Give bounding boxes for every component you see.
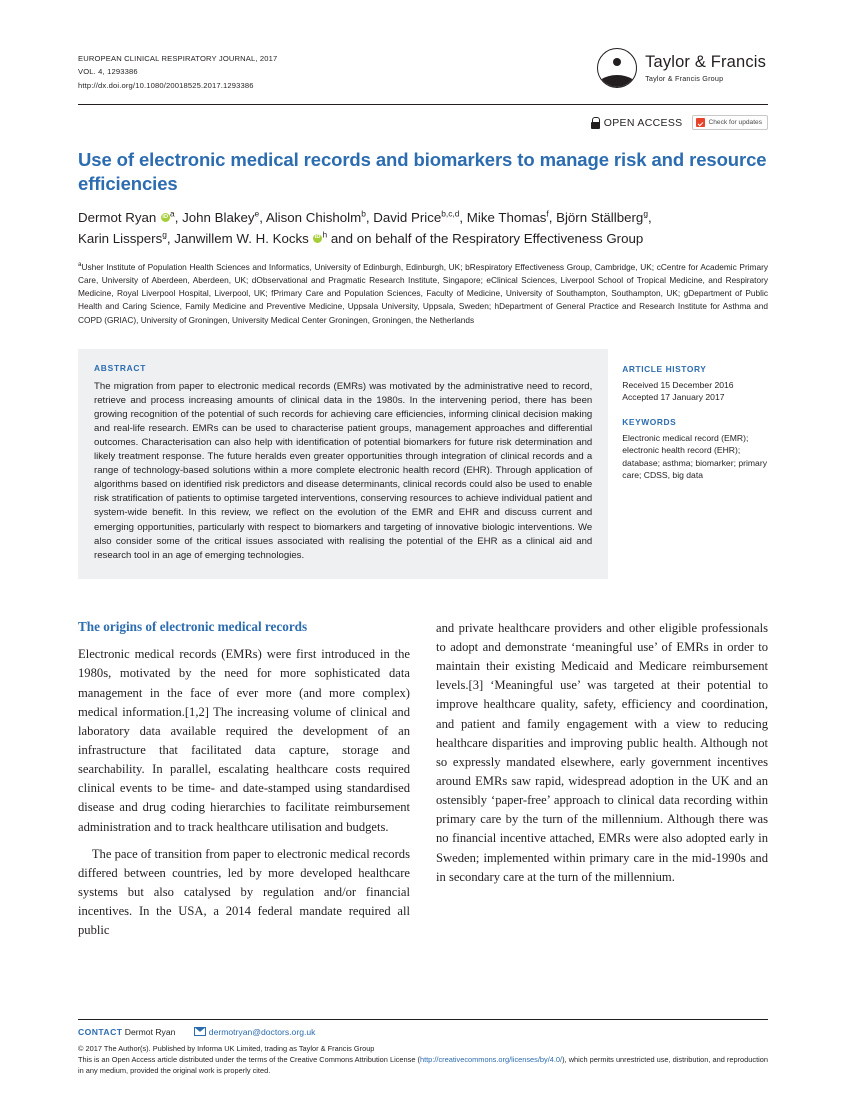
keywords-block: [622, 416, 768, 482]
license-block: [78, 1043, 768, 1076]
crossmark-button[interactable]: [692, 115, 768, 130]
section-heading: The origins of electronic medical records: [78, 618, 308, 634]
footer-divider: [78, 1019, 768, 1020]
author-affil-marker: g: [162, 229, 167, 240]
abstract-section: [78, 349, 768, 579]
crossmark-check-icon: [696, 118, 705, 127]
publisher-group: Taylor & Francis Group: [645, 73, 724, 83]
orcid-icon[interactable]: [161, 213, 170, 222]
author-affil-marker: a: [170, 208, 175, 219]
envelope-icon: [194, 1027, 206, 1036]
taylor-francis-mark-icon: [597, 48, 637, 88]
license-pre: This is an Open Access article distributed under the terms of the Creative Commons Attribution License (: [78, 1054, 420, 1064]
page-title: Use of electronic medical records and biomarkers to manage risk and resource efficiencies: [78, 148, 767, 194]
affiliations: [78, 261, 768, 326]
open-lock-icon: [591, 117, 600, 129]
author-affil-marker: g: [643, 208, 648, 219]
author-alison-chisholm: , Alison Chisholm: [259, 209, 362, 225]
article-history-label: ARTICLE HISTORY: [622, 363, 707, 374]
keywords-label: KEYWORDS: [622, 416, 677, 427]
author-david-price: , David Price: [365, 209, 442, 225]
affiliations-text: Usher Institute of Population Health Sciences and Informatics, University of Edinburgh, Edinburgh, UK; bRespiratory Effectiveness Group, Cambridge, UK; cCentre for Academic Primary Care, University of Aberdeen, Aberdeen, UK; dObservational and Pragmatic Research Institute, Singapore; eClinical Sciences, Liverpool School of Tropical Medicine, and Respiratory Medicine, Royal Liverpool Hospital, Liverpool, UK; fPrimary Care and Population Sciences, Faculty of Medicine, University of Southampton, Southampton, UK; gDepartment of Public Health and Caring Science, Family Medicine and Preventive Medicine, Uppsala University, Uppsala, Sweden; hDepartment of General Practice and Research Institute for Asthma and COPD (GRIAC), University of Groningen, University Medical Center Groningen, Groningen, the Netherlands: [78, 262, 768, 325]
accepted-date: Accepted 17 January 2017: [622, 392, 725, 403]
keywords-text: Electronic medical record (EMR); electronic health record (EHR); database; asthma; biomarker; primary care; CDSS, big data: [622, 432, 767, 481]
crossmark-label: Check for updates: [708, 119, 762, 127]
publisher-logo: [597, 48, 768, 88]
author-john-blakey: , John Blakey: [174, 209, 255, 225]
publisher-name: Taylor & Francis: [645, 53, 766, 72]
author-dermot-ryan: Dermot Ryan: [78, 209, 161, 225]
body-columns: [78, 619, 768, 941]
author-group: and on behalf of the Respiratory Effectiveness Group: [327, 230, 644, 246]
author-affil-marker: b,c,d: [441, 208, 460, 219]
contact-line: [78, 1027, 768, 1037]
article-doi-link[interactable]: http://dx.doi.org/10.1080/20018525.2017.1293386: [78, 80, 254, 90]
author-bjorn-stallberg: , Björn Ställberg: [548, 209, 644, 225]
body-column-left: [78, 619, 410, 941]
page-header: [78, 48, 768, 104]
article-history-block: [622, 363, 768, 404]
journal-name-year: EUROPEAN CLINICAL RESPIRATORY JOURNAL, 2017: [78, 54, 278, 63]
page-footer: [78, 1019, 768, 1076]
body-column-right: [436, 619, 768, 941]
received-date: Received 15 December 2016: [622, 379, 734, 390]
author-separator: ,: [647, 209, 652, 225]
paragraph: Electronic medical records (EMRs) were first introduced in the 1980s, motivated by the need for more sophisticated data management in the face of ever more (and more complex) medical information.[1,2] The increasing volume of clinical and laboratory data available required the development of an infrastructure that facilitated data capture, storage and searchability. In parallel, escalating healthcare costs required clinical events to be time- and date-stamped using standardised disease and drug coding hierarchies to facilitate reimbursement administration and to track healthcare utilisation and budgets.: [78, 647, 410, 834]
paragraph: and private healthcare providers and other eligible professionals to adopt and demonstrate ‘meaningful use’ of EMRs in order to maintain their existing Medicaid and Medicare reimbursement levels.[3] ‘Meaningful use’ was targeted at their potential to improve healthcare quality, safety, efficiency and coordination, and patient and family engagement with a view to reducing healthcare disparities and improving public health. Although not so expressly mandated elsewhere, early government incentives around EMRs saw rapid, widespread adoption in the UK and an ostensibly ‘paper-free’ approach to clinical data recording within primary care by the turn of the millennium. Although there was no financial incentive attached, EMRs were also adopted early in Sweden; implemented within primary care in the mid-1990s and in secondary care at the turn of the millennium.: [436, 620, 768, 884]
author-affil-marker: h: [322, 229, 328, 240]
open-access-badge: [591, 117, 683, 129]
license-url-link[interactable]: http://creativecommons.org/licenses/by/4.0/: [419, 1054, 563, 1064]
article-sidebar: [622, 349, 768, 579]
journal-metadata: [78, 48, 277, 92]
author-mike-thomas: , Mike Thomas: [459, 209, 547, 225]
abstract-text: The migration from paper to electronic medical records (EMRs) was motivated by the administrative need to record, retrieve and process increasing amounts of clinical data in the 1980s. In the intervening period, there has been growing recognition of the potential of such records for achieving care efficiencies, informing clinical decision making and real-life research. EMRs can be used to characterise patient groups, management approaches and differential outcomes. Characterisation can also help with identification of potential biomarkers for future risk determination and likely treatment response. The future heralds even greater opportunities through integration of clinical records and a range of technology-based solutions within a more complete electronic health record (EHR). Through application of algorithms based on identified risk predictors and disease determinants, clinical records could also be used to enable risk stratification of patients to optimise targeted interventions, conserving resources to achieve individual patient and system-wide benefit. In this review, we reflect on the evolution of the EMR and EHR and discuss current and emerging opportunities, particularly with respect to biomarkers and targeting of innovative biologic interventions. We also consider some of the critical issues associated with realising the potential of the EHR as a clinical aid and research tool in an age of emerging technologies.: [94, 380, 593, 561]
author-janwillem-kocks: , Janwillem W. H. Kocks: [166, 230, 313, 246]
affiliation-marker: a: [78, 261, 82, 269]
abstract-label: ABSTRACT: [94, 362, 147, 373]
contact-name: Dermot Ryan: [124, 1026, 176, 1037]
open-access-label: OPEN ACCESS: [603, 116, 683, 129]
paragraph: The pace of transition from paper to electronic medical records differed between countries, led by more developed healthcare systems but also catalysed by regulation and/or financial incentives. In the USA, a 2014 federal mandate required all public: [78, 846, 410, 938]
header-divider: [78, 104, 768, 105]
author-affil-marker: f: [546, 208, 549, 219]
copyright-line: © 2017 The Author(s). Published by Informa UK Limited, trading as Taylor & Francis Group: [78, 1043, 375, 1053]
contact-email-link[interactable]: [194, 1027, 316, 1037]
author-karin-lisspers: Karin Lisspers: [78, 230, 163, 246]
license-text: [78, 1054, 768, 1076]
orcid-icon[interactable]: [313, 234, 322, 243]
author-list: [78, 208, 768, 249]
abstract-box: [78, 349, 608, 579]
author-affil-marker: b: [361, 208, 366, 219]
author-affil-marker: e: [254, 208, 260, 219]
publisher-wordmark: [645, 53, 766, 82]
journal-volume: VOL. 4, 1293386: [78, 67, 138, 77]
license-post: ), which permits unrestricted use, distribution, and reproduction in any medium, provided the original work is properly cited.: [78, 1054, 768, 1075]
open-access-row: [78, 114, 768, 132]
contact-label: CONTACT: [78, 1026, 123, 1037]
contact-email-text: dermotryan@doctors.org.uk: [208, 1026, 316, 1037]
